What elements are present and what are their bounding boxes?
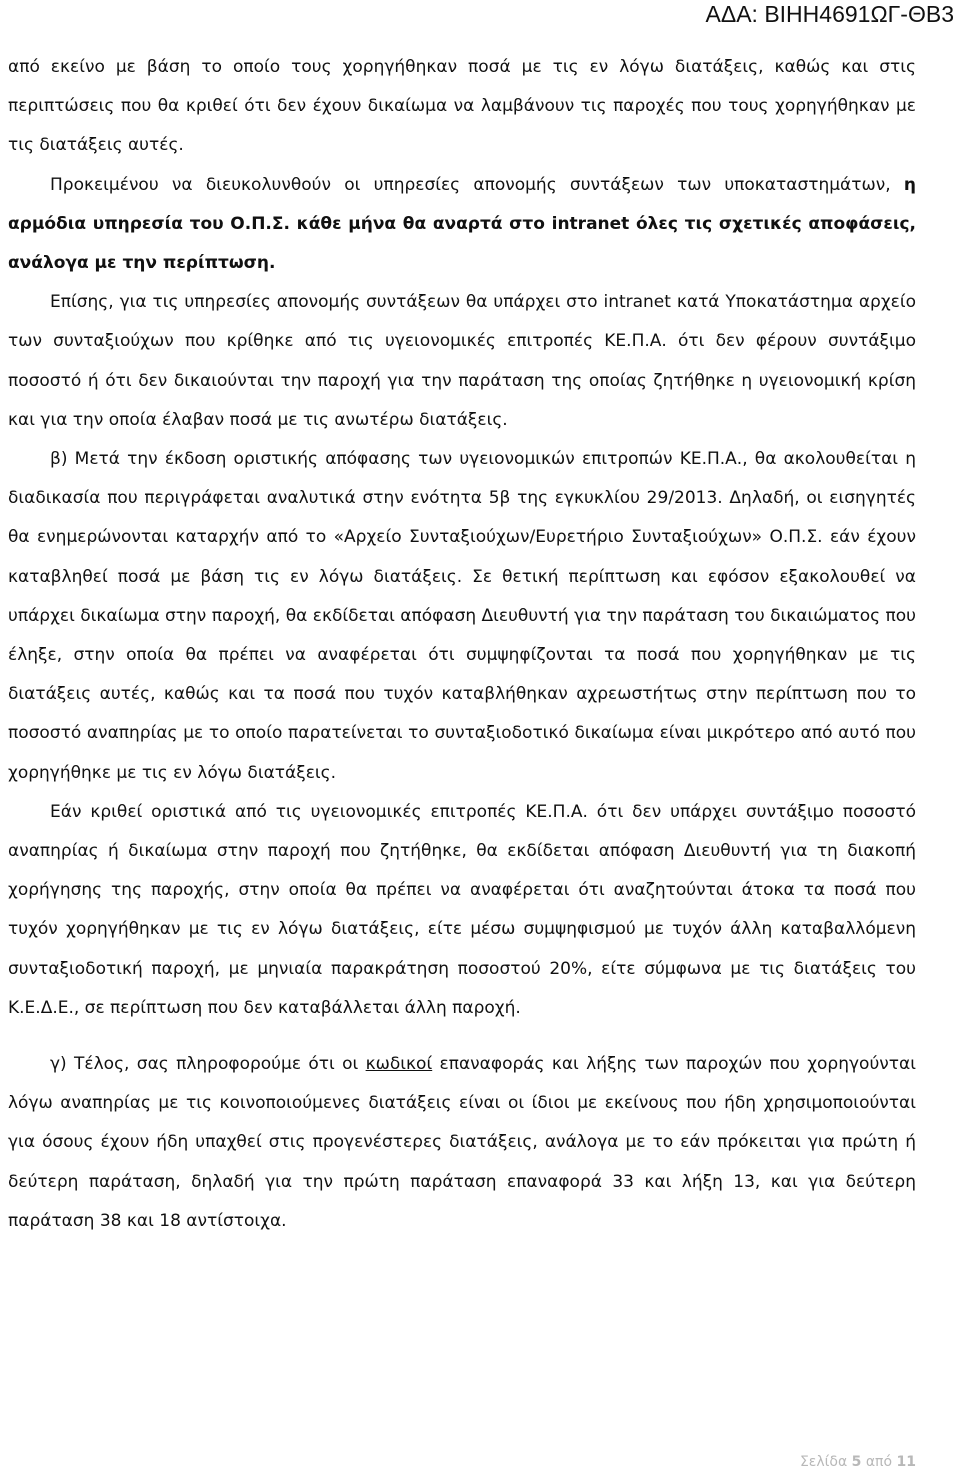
page-total: 11 <box>896 1454 916 1470</box>
page-of: από <box>865 1454 893 1470</box>
paragraph-codes-start: γ) Τέλος, σας πληροφορούμε ότι οι <box>50 1054 366 1075</box>
paragraph-intranet-bold: η αρμόδια υπηρεσία του Ο.Π.Σ. κάθε μήνα θα αναρτά στο intranet όλες τις σχετικές αποφάσεις, ανάλογα με την περίπτωση. <box>8 174 916 274</box>
ada-code: ΑΔΑ: ΒΙΗΗ4691ΩΓ-ΘΒ3 <box>705 1 954 27</box>
document-body <box>8 48 916 1241</box>
paragraph-branch-archive: Επίσης, για τις υπηρεσίες απονομής συντάξεων θα υπάρχει στο intranet κατά Υποκατάστημα αρχείο των συνταξιούχων που κρίθηκε από τις υγειονομικές επιτροπές ΚΕ.Π.Α. ότι δεν φέρουν συντάξιμο ποσοστό ή ότι δεν δικαιούνται την παροχή για την παράταση της οποίας ζητήθηκε η υγειονομική κρίση και για την οποία έλαβαν ποσά με τις ανωτέρω διατάξεις. <box>8 292 916 430</box>
paragraph-continuation: από εκείνο με βάση το οποίο τους χορηγήθηκαν ποσά με τις εν λόγω διατάξεις, καθώς και στις περιπτώσεις που θα κριθεί ότι δεν έχουν δικαίωμα να λαμβάνουν τις παροχές που τους χορηγήθηκαν με τις διατάξεις αυτές. <box>8 57 916 156</box>
paragraph-codes <box>8 1045 916 1241</box>
paragraph-gap <box>8 1028 916 1045</box>
paragraph-no-pension-rate: Εάν κριθεί οριστικά από τις υγειονομικές επιτροπές ΚΕ.Π.Α. ότι δεν υπάρχει συντάξιμο ποσοστό αναπηρίας ή δικαίωμα στην παροχή που ζητήθηκε, θα εκδίδεται απόφαση Διευθυντή για τη διακοπή χορήγησης της παροχής, στην οποία θα πρέπει να αναφέρεται ότι αναζητούνται άτοκα τα ποσά που τυχόν χορηγήθηκαν με τις εν λόγω διατάξεις, είτε μέσω συμψηφισμού με τυχόν άλλη καταβαλλόμενη συνταξιοδοτική παροχή, με μηνιαία παρακράτηση ποσοστού 20%, είτε σύμφωνα με τις διατάξεις του Κ.Ε.Δ.Ε., σε περίπτωση που δεν καταβάλλεται άλλη παροχή. <box>8 801 916 1018</box>
paragraph-codes-end: επαναφοράς και λήξης των παροχών που χορηγούνται λόγω αναπηρίας με τις κοινοποιούμενες διατάξεις είναι οι ίδιοι με εκείνους που ήδη χρησιμοποιούνται για όσους έχουν ήδη υπαχθεί στις προγενέστερες διατάξεις, ανάλογα με το εάν πρόκειται για πρώτη ή δεύτερη παράταση, δηλαδή για την πρώτη παράταση επαναφορά 33 και λήξη 13, και για δεύτερη παράταση 38 και 18 αντίστοιχα. <box>8 1054 916 1231</box>
page-word: Σελίδα <box>799 1454 848 1470</box>
page-current: 5 <box>851 1454 862 1470</box>
paragraph-codes-underlined: κωδικοί <box>365 1054 433 1075</box>
paragraph-intranet-text: Προκειμένου να διευκολυνθούν οι υπηρεσίες απονομής συντάξεων των υποκαταστημάτων, <box>50 174 904 195</box>
page-number <box>800 1452 916 1472</box>
paragraph-intranet-posting <box>8 166 916 284</box>
paragraph-final-decision: β) Μετά την έκδοση οριστικής απόφασης των υγειονομικών επιτροπών ΚΕ.Π.Α., θα ακολουθείται η διαδικασία που περιγράφεται αναλυτικά στην ενότητα 5β της εγκυκλίου 29/2013. Δηλαδή, οι εισηγητές θα ενημερώνονται καταρχήν από το «Αρχείο Συνταξιούχων/Ευρετήριο Συνταξιούχων» Ο.Π.Σ. εάν έχουν καταβληθεί ποσά με βάση τις εν λόγω διατάξεις. Σε θετική περίπτωση και εφόσον εξακολουθεί να υπάρχει δικαίωμα στην παροχή, θα εκδίδεται απόφαση Διευθυντή για την παράταση του δικαιώματος που έληξε, στην οποία θα πρέπει να αναφέρεται ότι συμψηφίζονται τα ποσά που χορηγήθηκαν με τις διατάξεις αυτές, καθώς και τα ποσά που τυχόν καταβλήθηκαν αχρεωστήτως στην περίπτωση που το ποσοστό αναπηρίας με το οποίο παρατείνεται το συνταξιοδοτικό δικαίωμα είναι μικρότερο από αυτό που χορηγήθηκε με τις εν λόγω διατάξεις. <box>8 449 916 783</box>
